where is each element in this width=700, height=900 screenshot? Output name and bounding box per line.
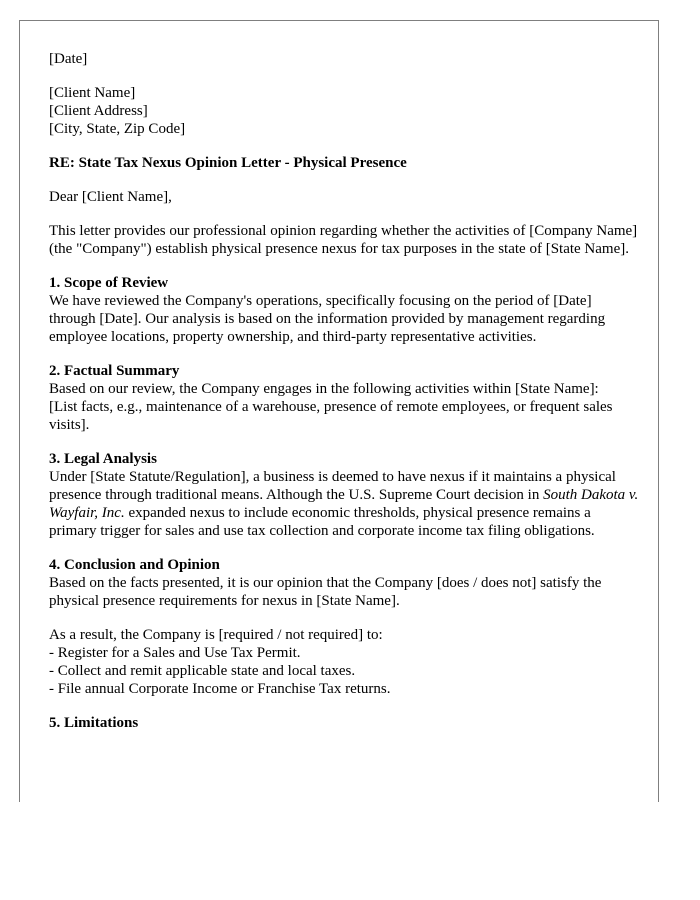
section-body: Based on our review, the Company engages in the following activities within [State Name]: (49, 381, 599, 397)
salutation: Dear [Client Name], (49, 189, 172, 205)
result-intro: As a result, the Company is [required / not required] to: (49, 627, 383, 643)
list-item: - Register for a Sales and Use Tax Permit. (49, 645, 301, 661)
section-heading: 5. Limitations (49, 715, 139, 731)
salutation-block (49, 188, 639, 206)
section-body: We have reviewed the Company's operations, specifically focusing on the period of [Date] through [Date]. Our analysis is based on the information provided by management regarding employee locations, property ownership, and third-party representative activities. (49, 293, 606, 345)
list-item: - File annual Corporate Income or Franchise Tax returns. (49, 681, 391, 697)
client-address-block (49, 84, 639, 138)
conclusion-result (49, 626, 639, 698)
letter-page (19, 20, 659, 802)
date-block (49, 50, 639, 68)
letter-content (49, 50, 639, 748)
section-legal (49, 450, 639, 540)
legal-body-after: expanded nexus to include economic thresholds, physical presence remains a primary trigger for sales and use tax collection and corporate income tax filing obligations. (49, 505, 595, 539)
subject-line: RE: State Tax Nexus Opinion Letter - Physical Presence (49, 155, 407, 171)
subject-block (49, 154, 639, 172)
section-conclusion (49, 556, 639, 610)
legal-body-before: Under [State Statute/Regulation], a business is deemed to have nexus if it maintains a physical presence through traditional means. Although the U.S. Supreme Court decision in (49, 469, 616, 503)
client-address: [Client Address] (49, 103, 148, 119)
section-heading: 2. Factual Summary (49, 363, 180, 379)
section-heading: 3. Legal Analysis (49, 451, 157, 467)
section-body: Based on the facts presented, it is our opinion that the Company [does / does not] satisfy the physical presence requirements for nexus in [State Name]. (49, 575, 602, 609)
list-item: - Collect and remit applicable state and local taxes. (49, 663, 356, 679)
section-heading: 4. Conclusion and Opinion (49, 557, 220, 573)
section-facts (49, 362, 639, 434)
section-heading: 1. Scope of Review (49, 275, 169, 291)
case-citation: South Dakota v. Wayfair, Inc. (49, 487, 639, 521)
intro-paragraph: This letter provides our professional opinion regarding whether the activities of [Company Name] (the "Company") establish physical presence nexus for tax purposes in the state of [State Name]. (49, 223, 638, 257)
facts-list-placeholder: [List facts, e.g., maintenance of a warehouse, presence of remote employees, or frequent sales visits]. (49, 399, 613, 433)
section-scope (49, 274, 639, 346)
section-limitations (49, 714, 639, 732)
letter-date: [Date] (49, 51, 88, 67)
client-name: [Client Name] (49, 85, 136, 101)
client-city-state-zip: [City, State, Zip Code] (49, 121, 186, 137)
